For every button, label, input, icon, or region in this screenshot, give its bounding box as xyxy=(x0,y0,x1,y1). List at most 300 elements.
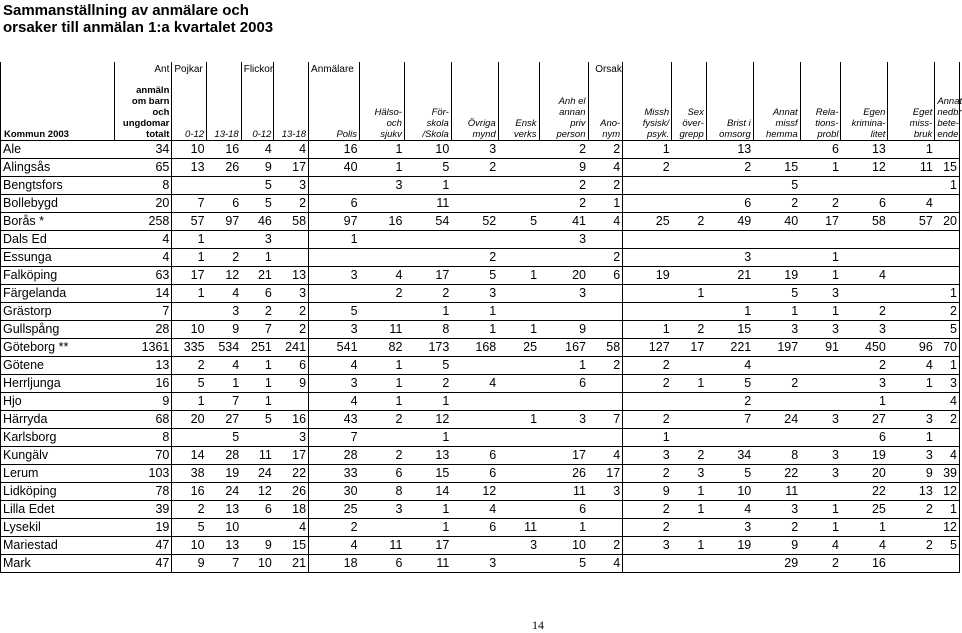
cell-anonym: 2 xyxy=(588,249,623,267)
cell-forskola: 17 xyxy=(404,537,451,555)
kommun-name: Bengtsfors xyxy=(1,177,115,195)
cell-ensk xyxy=(498,357,539,375)
cell-p1318: 24 xyxy=(207,483,242,501)
cell-sex xyxy=(672,429,707,447)
cell-missh: 2 xyxy=(623,357,672,375)
cell-polis xyxy=(309,249,360,267)
cell-anonym xyxy=(588,519,623,537)
table-row xyxy=(1,519,960,537)
cell-egenkrim xyxy=(841,285,888,303)
cell-missh: 2 xyxy=(623,519,672,537)
cell-egenkrim: 3 xyxy=(841,321,888,339)
kommun-name: Färgelanda xyxy=(1,285,115,303)
cell-egenkrim: 3 xyxy=(841,375,888,393)
kommun-name: Gullspång xyxy=(1,321,115,339)
header-ensk: Ensk verks xyxy=(498,62,539,141)
cell-annatmiss: 2 xyxy=(753,519,800,537)
cell-missh: 3 xyxy=(623,537,672,555)
header-anhel: Anh el annan priv person xyxy=(539,62,588,141)
cell-ensk xyxy=(498,375,539,393)
cell-annatmiss: 2 xyxy=(753,195,800,213)
cell-missh xyxy=(623,555,672,573)
cell-p012 xyxy=(172,177,207,195)
cell-total: 19 xyxy=(115,519,172,537)
cell-annatmiss: 40 xyxy=(753,213,800,231)
cell-anonym: 58 xyxy=(588,339,623,357)
cell-polis: 40 xyxy=(309,159,360,177)
cell-annatned: 5 xyxy=(935,321,960,339)
cell-egenkrim: 450 xyxy=(841,339,888,357)
cell-relations: 3 xyxy=(800,447,841,465)
cell-p012: 16 xyxy=(172,483,207,501)
cell-relations: 17 xyxy=(800,213,841,231)
cell-halso: 16 xyxy=(360,213,405,231)
kommun-name: Lilla Edet xyxy=(1,501,115,519)
cell-anhel: 3 xyxy=(539,231,588,249)
cell-relations: 1 xyxy=(800,249,841,267)
cell-p1318: 2 xyxy=(207,249,242,267)
cell-halso: 82 xyxy=(360,339,405,357)
cell-sex: 17 xyxy=(672,339,707,357)
cell-egenkrim: 6 xyxy=(841,195,888,213)
cell-halso: 11 xyxy=(360,321,405,339)
cell-annatned: 2 xyxy=(935,411,960,429)
cell-f012 xyxy=(241,519,274,537)
cell-anonym xyxy=(588,285,623,303)
kommun-name: Lidköping xyxy=(1,483,115,501)
cell-anonym: 2 xyxy=(588,177,623,195)
table-row xyxy=(1,375,960,393)
cell-anhel: 9 xyxy=(539,159,588,177)
cell-p1318: 27 xyxy=(207,411,242,429)
cell-total: 20 xyxy=(115,195,172,213)
cell-relations: 1 xyxy=(800,303,841,321)
cell-p1318: 6 xyxy=(207,195,242,213)
cell-p1318: 1 xyxy=(207,375,242,393)
cell-halso: 11 xyxy=(360,537,405,555)
cell-annatned: 70 xyxy=(935,339,960,357)
cell-missh: 1 xyxy=(623,429,672,447)
cell-ensk xyxy=(498,285,539,303)
header-flickor-0-12: Flickor 0-12 xyxy=(241,62,274,141)
cell-total: 68 xyxy=(115,411,172,429)
cell-ensk xyxy=(498,393,539,411)
header-total: Ant anmäln om barn och ungdomar totalt xyxy=(115,62,172,141)
cell-forskola: 1 xyxy=(404,501,451,519)
cell-brist: 1 xyxy=(706,303,753,321)
table-row xyxy=(1,177,960,195)
cell-egetmiss xyxy=(888,393,935,411)
cell-p012: 20 xyxy=(172,411,207,429)
cell-anonym: 4 xyxy=(588,213,623,231)
cell-halso: 8 xyxy=(360,483,405,501)
cell-p012: 2 xyxy=(172,501,207,519)
cell-ovriga xyxy=(451,357,498,375)
cell-halso: 3 xyxy=(360,177,405,195)
table-row xyxy=(1,195,960,213)
cell-anhel: 17 xyxy=(539,447,588,465)
cell-forskola xyxy=(404,249,451,267)
cell-halso: 6 xyxy=(360,465,405,483)
cell-egenkrim: 58 xyxy=(841,213,888,231)
cell-anonym xyxy=(588,375,623,393)
cell-ensk xyxy=(498,177,539,195)
cell-total: 39 xyxy=(115,501,172,519)
cell-f012: 9 xyxy=(241,159,274,177)
cell-ovriga: 6 xyxy=(451,447,498,465)
cell-f012: 46 xyxy=(241,213,274,231)
cell-polis: 4 xyxy=(309,357,360,375)
cell-p1318: 10 xyxy=(207,519,242,537)
cell-annatmiss xyxy=(753,393,800,411)
cell-brist xyxy=(706,177,753,195)
cell-ensk xyxy=(498,231,539,249)
cell-halso xyxy=(360,195,405,213)
table-body xyxy=(1,141,960,573)
cell-missh: 2 xyxy=(623,501,672,519)
cell-anhel xyxy=(539,393,588,411)
cell-annatned xyxy=(935,141,960,159)
cell-f1318 xyxy=(274,231,309,249)
cell-p012: 5 xyxy=(172,519,207,537)
cell-f1318: 4 xyxy=(274,141,309,159)
table-row xyxy=(1,501,960,519)
kommun-name: Alingsås xyxy=(1,159,115,177)
cell-ovriga: 3 xyxy=(451,555,498,573)
cell-egetmiss xyxy=(888,249,935,267)
cell-egetmiss xyxy=(888,285,935,303)
cell-ensk xyxy=(498,429,539,447)
cell-anonym xyxy=(588,393,623,411)
cell-annatned: 1 xyxy=(935,357,960,375)
header-missh: Orsak Missh fysisk/ psyk. xyxy=(623,62,672,141)
cell-missh: 3 xyxy=(623,447,672,465)
cell-relations: 6 xyxy=(800,141,841,159)
cell-ensk: 3 xyxy=(498,537,539,555)
cell-sex: 1 xyxy=(672,483,707,501)
cell-annatned: 2 xyxy=(935,303,960,321)
cell-sex xyxy=(672,267,707,285)
cell-forskola: 173 xyxy=(404,339,451,357)
kommun-name: Borås * xyxy=(1,213,115,231)
header-eget-missbruk: Eget miss- bruk xyxy=(888,62,935,141)
cell-p1318: 5 xyxy=(207,429,242,447)
cell-sex xyxy=(672,555,707,573)
header-kommun: Kommun 2003 xyxy=(1,62,115,141)
cell-sex xyxy=(672,411,707,429)
cell-p1318: 26 xyxy=(207,159,242,177)
header-halso: Hälso- och sjukv xyxy=(360,62,405,141)
header-relations: Rela- tions- probl xyxy=(800,62,841,141)
cell-total: 63 xyxy=(115,267,172,285)
cell-egenkrim: 1 xyxy=(841,519,888,537)
cell-brist: 3 xyxy=(706,249,753,267)
cell-missh: 9 xyxy=(623,483,672,501)
cell-ensk: 11 xyxy=(498,519,539,537)
cell-relations: 2 xyxy=(800,555,841,573)
title-line-1: Sammanställning av anmälare och xyxy=(3,2,249,19)
table-row xyxy=(1,537,960,555)
cell-anhel: 3 xyxy=(539,411,588,429)
cell-annatned: 39 xyxy=(935,465,960,483)
cell-p012: 335 xyxy=(172,339,207,357)
cell-p012: 57 xyxy=(172,213,207,231)
cell-brist: 2 xyxy=(706,159,753,177)
cell-f012: 12 xyxy=(241,483,274,501)
cell-ensk xyxy=(498,195,539,213)
cell-total: 16 xyxy=(115,375,172,393)
cell-missh: 2 xyxy=(623,465,672,483)
cell-total: 4 xyxy=(115,231,172,249)
cell-forskola: 1 xyxy=(404,177,451,195)
cell-relations xyxy=(800,375,841,393)
cell-missh: 2 xyxy=(623,159,672,177)
cell-p012: 1 xyxy=(172,393,207,411)
cell-anonym: 2 xyxy=(588,141,623,159)
cell-f012: 1 xyxy=(241,375,274,393)
cell-egenkrim xyxy=(841,231,888,249)
cell-brist: 19 xyxy=(706,537,753,555)
cell-annatmiss xyxy=(753,249,800,267)
table-row xyxy=(1,465,960,483)
cell-f012: 11 xyxy=(241,447,274,465)
cell-annatmiss: 3 xyxy=(753,501,800,519)
cell-annatned xyxy=(935,231,960,249)
cell-halso: 1 xyxy=(360,141,405,159)
cell-brist xyxy=(706,555,753,573)
cell-p012: 10 xyxy=(172,537,207,555)
cell-anonym: 2 xyxy=(588,357,623,375)
cell-f012 xyxy=(241,429,274,447)
table-row xyxy=(1,429,960,447)
cell-brist xyxy=(706,429,753,447)
cell-relations xyxy=(800,483,841,501)
cell-annatmiss: 9 xyxy=(753,537,800,555)
cell-ovriga xyxy=(451,195,498,213)
cell-f012: 4 xyxy=(241,141,274,159)
cell-annatned: 1 xyxy=(935,501,960,519)
cell-p012: 13 xyxy=(172,159,207,177)
cell-egenkrim: 22 xyxy=(841,483,888,501)
cell-forskola: 5 xyxy=(404,357,451,375)
cell-p1318: 97 xyxy=(207,213,242,231)
table-row xyxy=(1,357,960,375)
cell-f012: 7 xyxy=(241,321,274,339)
cell-p012: 10 xyxy=(172,321,207,339)
cell-f1318: 17 xyxy=(274,159,309,177)
cell-halso: 2 xyxy=(360,447,405,465)
cell-p012: 14 xyxy=(172,447,207,465)
cell-p1318: 4 xyxy=(207,285,242,303)
cell-f1318: 3 xyxy=(274,285,309,303)
cell-sex xyxy=(672,177,707,195)
table-row xyxy=(1,321,960,339)
cell-polis: 43 xyxy=(309,411,360,429)
cell-anhel: 167 xyxy=(539,339,588,357)
cell-anonym: 6 xyxy=(588,267,623,285)
cell-anonym xyxy=(588,231,623,249)
cell-p1318: 9 xyxy=(207,321,242,339)
cell-sex xyxy=(672,357,707,375)
cell-relations: 1 xyxy=(800,159,841,177)
cell-annatmiss: 2 xyxy=(753,375,800,393)
cell-anhel: 20 xyxy=(539,267,588,285)
cell-annatmiss xyxy=(753,429,800,447)
cell-halso: 4 xyxy=(360,267,405,285)
cell-f012: 3 xyxy=(241,231,274,249)
table-row xyxy=(1,213,960,231)
cell-ovriga xyxy=(451,429,498,447)
header-row xyxy=(1,62,960,141)
cell-p1318: 16 xyxy=(207,141,242,159)
kommun-name: Härryda xyxy=(1,411,115,429)
table-row xyxy=(1,303,960,321)
cell-missh: 2 xyxy=(623,411,672,429)
cell-egenkrim: 25 xyxy=(841,501,888,519)
cell-ovriga xyxy=(451,393,498,411)
cell-total: 47 xyxy=(115,555,172,573)
cell-ensk xyxy=(498,483,539,501)
cell-anonym: 2 xyxy=(588,537,623,555)
cell-forskola: 14 xyxy=(404,483,451,501)
cell-relations xyxy=(800,231,841,249)
cell-ensk xyxy=(498,249,539,267)
cell-annatmiss: 29 xyxy=(753,555,800,573)
cell-relations xyxy=(800,429,841,447)
header-sex: Sex över- grepp xyxy=(672,62,707,141)
cell-p1318 xyxy=(207,177,242,195)
cell-annatned xyxy=(935,555,960,573)
cell-relations xyxy=(800,393,841,411)
cell-p012 xyxy=(172,303,207,321)
cell-relations: 3 xyxy=(800,285,841,303)
cell-p1318: 28 xyxy=(207,447,242,465)
cell-egenkrim: 4 xyxy=(841,537,888,555)
cell-missh xyxy=(623,285,672,303)
cell-anonym xyxy=(588,321,623,339)
cell-relations xyxy=(800,177,841,195)
cell-p012 xyxy=(172,429,207,447)
cell-anhel: 26 xyxy=(539,465,588,483)
cell-forskola: 54 xyxy=(404,213,451,231)
table-row xyxy=(1,411,960,429)
cell-polis: 28 xyxy=(309,447,360,465)
cell-egetmiss: 4 xyxy=(888,195,935,213)
cell-sex: 3 xyxy=(672,465,707,483)
cell-sex: 2 xyxy=(672,213,707,231)
cell-sex xyxy=(672,195,707,213)
kommun-name: Bollebygd xyxy=(1,195,115,213)
cell-annatmiss: 22 xyxy=(753,465,800,483)
kommun-name: Lysekil xyxy=(1,519,115,537)
cell-brist: 49 xyxy=(706,213,753,231)
cell-relations: 4 xyxy=(800,537,841,555)
table-row xyxy=(1,231,960,249)
cell-egetmiss: 11 xyxy=(888,159,935,177)
cell-p012: 38 xyxy=(172,465,207,483)
cell-missh: 1 xyxy=(623,321,672,339)
cell-p012: 1 xyxy=(172,285,207,303)
cell-egenkrim: 12 xyxy=(841,159,888,177)
cell-anhel xyxy=(539,249,588,267)
cell-egetmiss xyxy=(888,303,935,321)
cell-ovriga xyxy=(451,537,498,555)
cell-ovriga xyxy=(451,231,498,249)
cell-f012: 10 xyxy=(241,555,274,573)
cell-missh xyxy=(623,249,672,267)
cell-anhel xyxy=(539,303,588,321)
cell-f1318: 3 xyxy=(274,177,309,195)
cell-egetmiss xyxy=(888,555,935,573)
cell-egetmiss: 13 xyxy=(888,483,935,501)
header-pojkar-0-12: Pojkar 0-12 xyxy=(172,62,207,141)
cell-total: 78 xyxy=(115,483,172,501)
cell-ensk xyxy=(498,141,539,159)
cell-ovriga: 4 xyxy=(451,501,498,519)
cell-relations: 3 xyxy=(800,465,841,483)
header-brist: Brist i omsorg xyxy=(706,62,753,141)
cell-p1318: 7 xyxy=(207,555,242,573)
cell-egetmiss: 1 xyxy=(888,141,935,159)
cell-forskola: 17 xyxy=(404,267,451,285)
cell-halso: 2 xyxy=(360,411,405,429)
cell-forskola: 1 xyxy=(404,429,451,447)
cell-p012: 2 xyxy=(172,357,207,375)
cell-p012: 17 xyxy=(172,267,207,285)
header-annat-nedbr: Annat nedbr bete- ende xyxy=(935,62,960,141)
cell-egenkrim: 27 xyxy=(841,411,888,429)
cell-p1318 xyxy=(207,231,242,249)
cell-egenkrim: 1 xyxy=(841,393,888,411)
cell-egenkrim: 13 xyxy=(841,141,888,159)
cell-brist: 7 xyxy=(706,411,753,429)
cell-total: 103 xyxy=(115,465,172,483)
cell-polis: 97 xyxy=(309,213,360,231)
cell-anhel: 2 xyxy=(539,177,588,195)
cell-f012: 21 xyxy=(241,267,274,285)
cell-egenkrim: 20 xyxy=(841,465,888,483)
cell-sex xyxy=(672,159,707,177)
cell-forskola: 13 xyxy=(404,447,451,465)
cell-egenkrim: 2 xyxy=(841,303,888,321)
cell-polis: 18 xyxy=(309,555,360,573)
cell-missh xyxy=(623,393,672,411)
kommun-name: Dals Ed xyxy=(1,231,115,249)
cell-annatmiss: 3 xyxy=(753,321,800,339)
cell-ovriga: 6 xyxy=(451,519,498,537)
cell-anhel xyxy=(539,429,588,447)
cell-anonym xyxy=(588,303,623,321)
cell-egetmiss: 9 xyxy=(888,465,935,483)
cell-annatmiss: 1 xyxy=(753,303,800,321)
header-forskola: För- skola /Skola xyxy=(404,62,451,141)
table-row xyxy=(1,339,960,357)
cell-polis: 33 xyxy=(309,465,360,483)
header-pojkar-13-18: 13-18 xyxy=(207,62,242,141)
cell-sex: 1 xyxy=(672,375,707,393)
cell-anhel: 6 xyxy=(539,501,588,519)
cell-polis: 1 xyxy=(309,231,360,249)
cell-f1318: 9 xyxy=(274,375,309,393)
cell-f1318: 58 xyxy=(274,213,309,231)
cell-f012: 24 xyxy=(241,465,274,483)
cell-sex xyxy=(672,231,707,249)
cell-annatned xyxy=(935,249,960,267)
cell-anonym: 4 xyxy=(588,555,623,573)
cell-relations: 91 xyxy=(800,339,841,357)
cell-brist: 2 xyxy=(706,393,753,411)
cell-annatned xyxy=(935,429,960,447)
